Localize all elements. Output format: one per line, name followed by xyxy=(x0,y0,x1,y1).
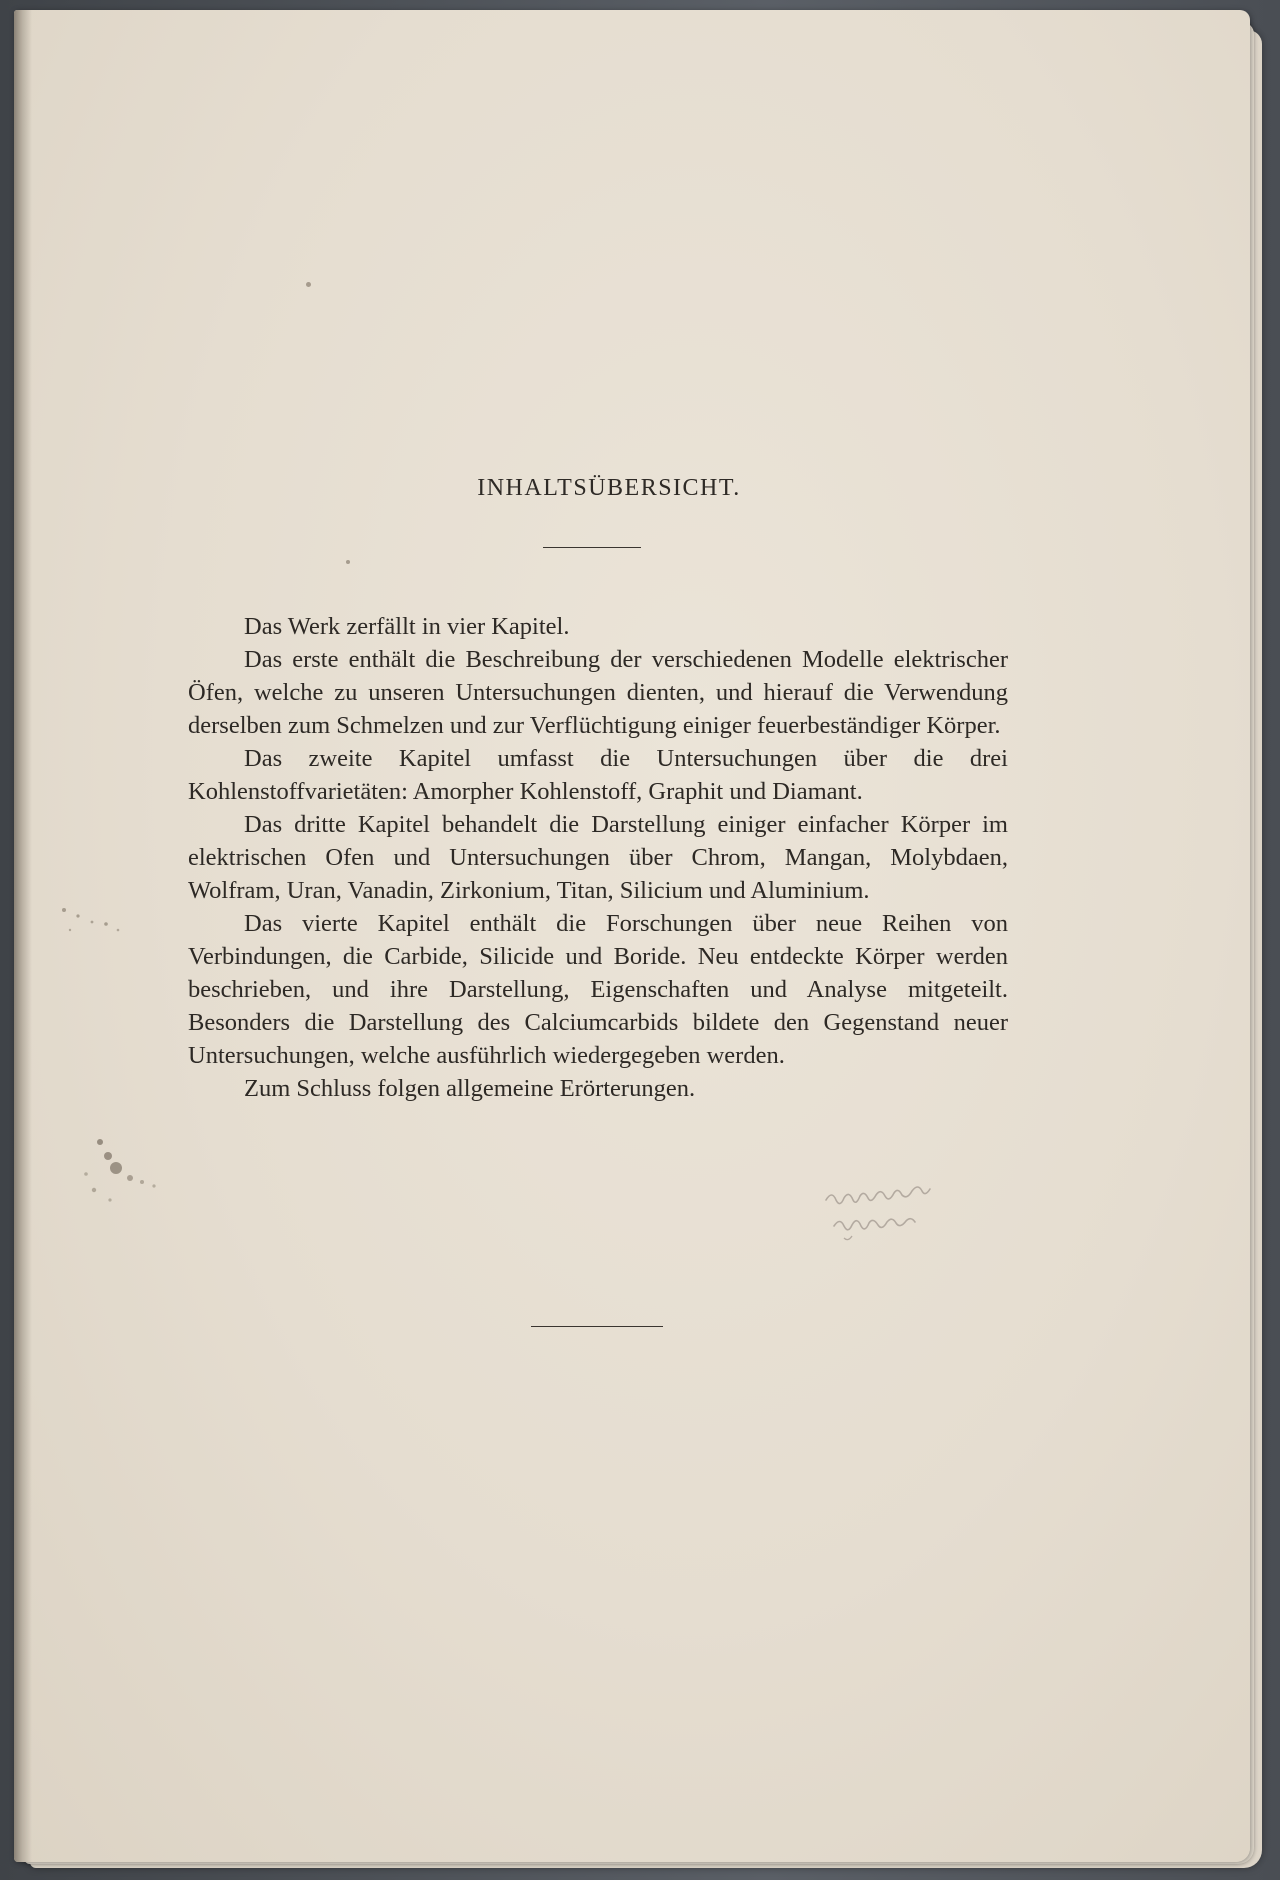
paragraph-chapter-3: Das dritte Kapitel behandelt die Darstellung einiger einfacher Körper im elektrischen Ofen und Untersuchungen über Chrom, Mangan, Molybdaen, Wolfram, Uran, Vanadin, Zirkonium, Titan, Silicium und Aluminium. xyxy=(188,811,1008,904)
pencil-annotation xyxy=(822,1178,992,1248)
paper-speck xyxy=(306,282,311,287)
end-divider xyxy=(531,1326,663,1327)
paragraph-chapter-4: Das vierte Kapitel enthält die Forschungen über neue Reihen von Verbindungen, die Carbide, Silicide und Boride. Neu entdeckte Körper werden beschrieben, und ihre Darstellung, Eigenschaften und Analyse mitgeteilt. Besonders die Darstellung des Calciumcarbids bildete den Gegenstand neuer Untersuchungen, welche ausführlich wiedergegeben werden. xyxy=(188,910,1008,1069)
document-page xyxy=(14,10,1250,1862)
page-binding-edge xyxy=(14,10,32,1862)
paragraph-conclusion: Zum Schluss folgen allgemeine Erörterungen. xyxy=(244,1075,696,1102)
page-title: INHALTSÜBERSICHT. xyxy=(477,475,741,501)
paper-speck xyxy=(346,560,350,564)
paragraph-intro: Das Werk zerfällt in vier Kapitel. xyxy=(244,613,570,640)
title-divider xyxy=(543,547,641,548)
paper-stain xyxy=(64,1120,184,1240)
table-of-contents-text xyxy=(188,610,1008,1105)
paper-stain xyxy=(44,890,164,1010)
paragraph-chapter-2: Das zweite Kapitel umfasst die Untersuchungen über die drei Kohlenstoffvarietäten: Amorpher Kohlenstoff, Graphit und Diamant. xyxy=(188,745,1008,805)
paragraph-chapter-1: Das erste enthält die Beschreibung der verschiedenen Modelle elektrischer Öfen, welche zu unseren Untersuchungen dienten, und hierauf die Verwendung derselben zum Schmelzen und zur Verflüchtigung einiger feuerbeständiger Körper. xyxy=(188,646,1008,739)
